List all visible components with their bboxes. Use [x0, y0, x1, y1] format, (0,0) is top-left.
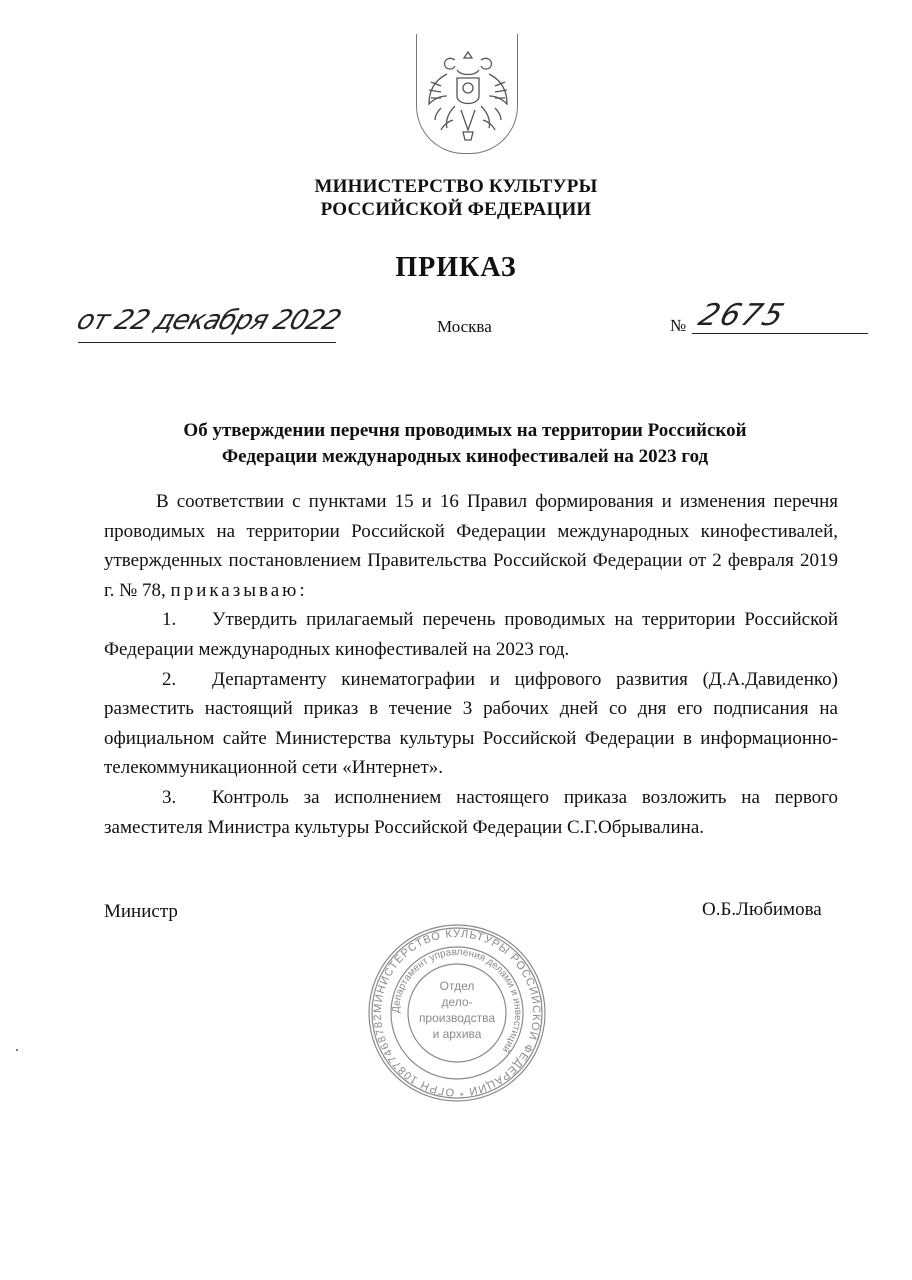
order-word: приказываю: [170, 579, 308, 601]
scan-speck [16, 1049, 18, 1051]
coat-of-arms [416, 34, 518, 154]
item-text: Контроль за исполнением настоящего приказа возложить на первого заместителя Министра культуры Российской Федерации С.Г.Обрывалина. [104, 786, 838, 838]
order-subject [110, 418, 820, 470]
item-number: 3. [162, 786, 177, 808]
stamp-center-line: дело- [441, 995, 473, 1009]
number-underline [692, 333, 868, 334]
signatory-role: Министр [104, 901, 178, 922]
document-type-title: ПРИКАЗ [395, 252, 517, 283]
subject-line-1: Об утверждении перечня проводимых на территории Российской [183, 420, 747, 441]
office-stamp [362, 918, 552, 1108]
city: Москва [437, 317, 492, 336]
ministry-line-2: РОССИЙСКОЙ ФЕДЕРАЦИИ [320, 199, 592, 220]
preamble-text: В соответствии с пунктами 15 и 16 Правил формирования и изменения перечня проводимых на территории Российской Федерации международных кинофестивалей, утвержденных постановлением Правительства Российской Федерации от 2 февраля 2019 г. № 78, [104, 491, 838, 601]
subject-line-2: Федерации международных кинофестивалей на 2023 год [221, 446, 709, 467]
ministry-name [250, 175, 662, 221]
order-item [104, 783, 838, 842]
handwritten-date: от 22 декабря 2022 [72, 305, 345, 336]
stamp-outer-text: МИНИСТЕРСТВО КУЛЬТУРЫ РОССИЙСКОЙ ФЕДЕРАЦИИ * ОГРН 10877468782 [371, 927, 543, 1099]
stamp-inner-text: Департамент управления делами и инвестиций [390, 946, 524, 1055]
ministry-line-1: МИНИСТЕРСТВО КУЛЬТУРЫ [314, 176, 598, 197]
signatory-name: О.Б.Любимова [702, 899, 822, 920]
stamp-center-line: и архива [432, 1027, 482, 1041]
stamp-seal-icon [362, 918, 552, 1108]
order-item [104, 605, 838, 664]
item-text: Утвердить прилагаемый перечень проводимых на территории Российской Федерации международных кинофестивалей на 2023 год. [104, 609, 838, 660]
order-body [104, 487, 838, 842]
double-headed-eagle-icon [417, 34, 519, 154]
item-text: Департаменту кинематографии и цифрового развития (Д.А.Давиденко) разместить настоящий приказ в течение 3 рабочих дней со дня его подписания на официальном сайте Министерства культуры Российской Федерации в информационно-телекоммуникационной сети «Интернет». [104, 668, 838, 779]
date-underline [78, 342, 336, 343]
item-number: 1. [162, 609, 177, 631]
stamp-center-line: производства [418, 1011, 496, 1025]
order-item [104, 665, 838, 783]
number-label: № [670, 316, 687, 335]
preamble-paragraph [104, 487, 838, 605]
handwritten-number: 2675 [694, 298, 791, 333]
stamp-center-line: Отдел [439, 979, 475, 993]
item-number: 2. [162, 668, 177, 690]
